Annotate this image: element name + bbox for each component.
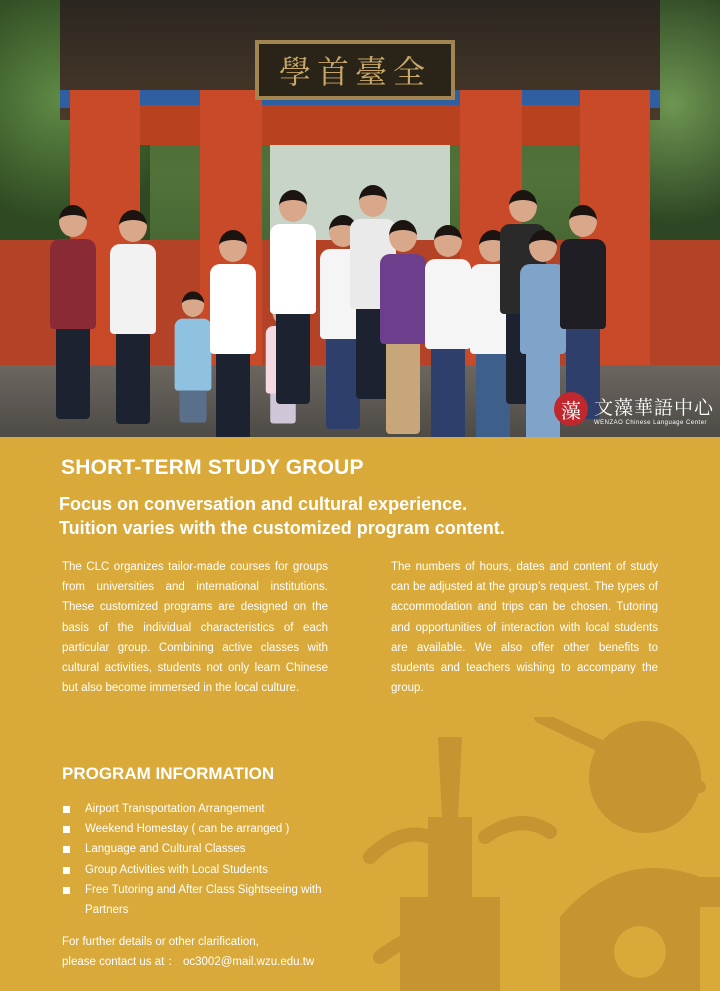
square-bullet-icon (63, 867, 70, 874)
program-list (62, 799, 382, 920)
square-bullet-icon (63, 887, 70, 894)
list-item (62, 819, 382, 839)
list-item-text: Airport Transportation Arrangement (85, 803, 265, 815)
person (50, 205, 96, 419)
person (425, 225, 471, 437)
list-item (62, 839, 382, 859)
square-bullet-icon (63, 806, 70, 813)
temple-plaque: 學首臺全 (255, 40, 455, 100)
contact-line (62, 952, 314, 972)
contact-prefix: please contact us at ： (62, 956, 179, 969)
person (210, 230, 256, 437)
temple-illustration-icon (360, 717, 720, 991)
list-item-text: Group Activities with Local Students (85, 863, 268, 876)
list-item (62, 880, 382, 920)
person (270, 190, 316, 404)
body-text-right: The numbers of hours, dates and content of study can be adjusted at the group’s request. The types of accommodation and trips can be chosen. Tutoring and opportunities of interaction with local students are available. We also offer other benefits to students and teachers wishing to accompany the group. (391, 561, 658, 695)
gate-beam (70, 105, 650, 145)
square-bullet-icon (63, 846, 70, 853)
person (110, 210, 156, 424)
square-bullet-icon (63, 826, 70, 833)
email-link[interactable]: oc3002@mail.wzu.edu.tw (182, 956, 315, 969)
group-of-people (40, 185, 620, 435)
subtitle-line: Focus on conversation and cultural experience. (59, 494, 468, 514)
content-area (0, 437, 720, 991)
body-text-left: The CLC organizes tailor-made courses for groups from universities and international institutions. These customized programs are designed on the basis of the individual characteristics of each particular group. Combining active classes with cultural activities, students not only learn Chinese but also become immersed in the local culture. (62, 561, 328, 695)
list-item (62, 860, 382, 880)
group-photo (0, 0, 720, 437)
person (380, 220, 426, 434)
contact-line: For further details or other clarification, (62, 936, 259, 948)
section-title: SHORT-TERM STUDY GROUP (61, 456, 364, 479)
subtitle (59, 492, 619, 540)
list-item-text: Language and Cultural Classes (85, 843, 246, 856)
list-item (62, 799, 382, 819)
person (175, 291, 212, 422)
logo-chinese: 文藻華語中心 (593, 396, 714, 419)
program-info-title: PROGRAM INFORMATION (62, 764, 275, 783)
person (560, 205, 606, 419)
wenzao-logo (554, 392, 714, 426)
logo-english: WENZAO Chinese Language Center (593, 419, 708, 426)
subtitle-line: Tuition varies with the customized program content. (59, 518, 505, 538)
contact-info (62, 932, 314, 972)
seal-logo-icon: 藻 (554, 392, 588, 426)
list-item-text: Free Tutoring and After Class Sightseeing with Partners (85, 883, 322, 917)
list-item-text: Weekend Homestay ( can be arranged ) (85, 823, 290, 836)
logo-text (594, 393, 714, 426)
